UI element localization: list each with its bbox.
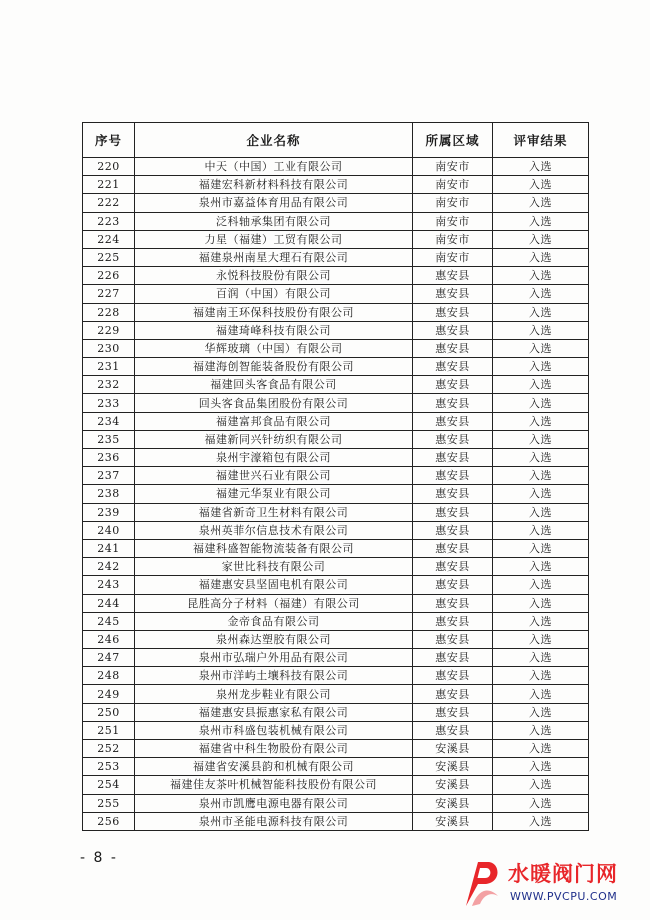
cell-region: 安溪县 <box>413 812 493 830</box>
cell-region: 惠安县 <box>413 303 493 321</box>
table-row <box>83 758 589 776</box>
cell-region: 惠安县 <box>413 612 493 630</box>
cell-region: 惠安县 <box>413 685 493 703</box>
cell-region: 南安市 <box>413 248 493 266</box>
cell-company-name: 泉州市凯鹰电源电器有限公司 <box>135 794 413 812</box>
cell-review-result: 入选 <box>493 630 589 648</box>
table-row <box>83 630 589 648</box>
table-row <box>83 594 589 612</box>
cell-review-result: 入选 <box>493 576 589 594</box>
table-row <box>83 394 589 412</box>
cell-serial-number: 246 <box>83 630 135 648</box>
cell-serial-number: 225 <box>83 248 135 266</box>
cell-review-result: 入选 <box>493 685 589 703</box>
table-row <box>83 158 589 176</box>
cell-company-name: 福建新同兴针纺织有限公司 <box>135 430 413 448</box>
cell-company-name: 福建南王环保科技股份有限公司 <box>135 303 413 321</box>
cell-region: 惠安县 <box>413 321 493 339</box>
cell-serial-number: 248 <box>83 667 135 685</box>
cell-review-result: 入选 <box>493 467 589 485</box>
cell-region: 惠安县 <box>413 703 493 721</box>
table-row <box>83 212 589 230</box>
cell-serial-number: 249 <box>83 685 135 703</box>
table-row <box>83 703 589 721</box>
table-header-row <box>83 123 589 158</box>
cell-region: 惠安县 <box>413 376 493 394</box>
cell-company-name: 力星（福建）工贸有限公司 <box>135 230 413 248</box>
table-row <box>83 321 589 339</box>
table-row <box>83 376 589 394</box>
cell-company-name: 家世比科技有限公司 <box>135 558 413 576</box>
cell-region: 惠安县 <box>413 649 493 667</box>
table-row <box>83 194 589 212</box>
site-watermark <box>458 852 636 914</box>
cell-review-result: 入选 <box>493 503 589 521</box>
cell-review-result: 入选 <box>493 667 589 685</box>
table-row <box>83 521 589 539</box>
table-row <box>83 685 589 703</box>
cell-company-name: 泉州市弘瑞户外用品有限公司 <box>135 649 413 667</box>
table-row <box>83 612 589 630</box>
header-region: 所属区域 <box>413 123 493 158</box>
cell-region: 惠安县 <box>413 485 493 503</box>
cell-review-result: 入选 <box>493 485 589 503</box>
cell-serial-number: 224 <box>83 230 135 248</box>
cell-region: 惠安县 <box>413 467 493 485</box>
cell-serial-number: 244 <box>83 594 135 612</box>
table-row <box>83 230 589 248</box>
cell-region: 南安市 <box>413 176 493 194</box>
cell-region: 惠安县 <box>413 539 493 557</box>
cell-review-result: 入选 <box>493 594 589 612</box>
cell-serial-number: 237 <box>83 467 135 485</box>
cell-review-result: 入选 <box>493 539 589 557</box>
cell-serial-number: 222 <box>83 194 135 212</box>
cell-review-result: 入选 <box>493 812 589 830</box>
table-row <box>83 303 589 321</box>
cell-company-name: 永悦科技股份有限公司 <box>135 267 413 285</box>
watermark-url: WWW.PVCPU.COM <box>510 890 618 903</box>
cell-review-result: 入选 <box>493 376 589 394</box>
cell-region: 惠安县 <box>413 503 493 521</box>
page-number: - 8 - <box>80 850 118 866</box>
cell-serial-number: 245 <box>83 612 135 630</box>
table-row <box>83 503 589 521</box>
cell-review-result: 入选 <box>493 758 589 776</box>
cell-region: 惠安县 <box>413 594 493 612</box>
table-row <box>83 576 589 594</box>
cell-serial-number: 231 <box>83 358 135 376</box>
table-row <box>83 794 589 812</box>
cell-company-name: 福建省中科生物股份有限公司 <box>135 740 413 758</box>
cell-company-name: 福建回头客食品有限公司 <box>135 376 413 394</box>
cell-region: 南安市 <box>413 230 493 248</box>
cell-company-name: 福建惠安县振惠家私有限公司 <box>135 703 413 721</box>
table-row <box>83 430 589 448</box>
cell-company-name: 福建省安溪县韵和机械有限公司 <box>135 758 413 776</box>
cell-serial-number: 256 <box>83 812 135 830</box>
cell-serial-number: 242 <box>83 558 135 576</box>
table-row <box>83 248 589 266</box>
cell-region: 惠安县 <box>413 630 493 648</box>
header-company-name: 企业名称 <box>135 123 413 158</box>
cell-company-name: 福建海创智能装备股份有限公司 <box>135 358 413 376</box>
cell-review-result: 入选 <box>493 339 589 357</box>
cell-serial-number: 252 <box>83 740 135 758</box>
cell-company-name: 泛科轴承集团有限公司 <box>135 212 413 230</box>
cell-serial-number: 223 <box>83 212 135 230</box>
table-row <box>83 649 589 667</box>
cell-serial-number: 228 <box>83 303 135 321</box>
cell-serial-number: 235 <box>83 430 135 448</box>
cell-serial-number: 239 <box>83 503 135 521</box>
cell-review-result: 入选 <box>493 285 589 303</box>
cell-company-name: 泉州市嘉益体育用品有限公司 <box>135 194 413 212</box>
table-body <box>83 158 589 831</box>
cell-company-name: 回头客食品集团股份有限公司 <box>135 394 413 412</box>
cell-region: 惠安县 <box>413 285 493 303</box>
cell-review-result: 入选 <box>493 212 589 230</box>
cell-review-result: 入选 <box>493 521 589 539</box>
cell-serial-number: 226 <box>83 267 135 285</box>
table-row <box>83 285 589 303</box>
cell-region: 安溪县 <box>413 794 493 812</box>
cell-serial-number: 220 <box>83 158 135 176</box>
cell-review-result: 入选 <box>493 649 589 667</box>
cell-serial-number: 232 <box>83 376 135 394</box>
cell-serial-number: 230 <box>83 339 135 357</box>
cell-review-result: 入选 <box>493 776 589 794</box>
cell-serial-number: 229 <box>83 321 135 339</box>
cell-region: 安溪县 <box>413 758 493 776</box>
cell-company-name: 福建科盛智能物流装备有限公司 <box>135 539 413 557</box>
cell-review-result: 入选 <box>493 558 589 576</box>
cell-region: 惠安县 <box>413 576 493 594</box>
cell-review-result: 入选 <box>493 412 589 430</box>
cell-company-name: 泉州市圣能电源科技有限公司 <box>135 812 413 830</box>
cell-review-result: 入选 <box>493 176 589 194</box>
cell-serial-number: 240 <box>83 521 135 539</box>
cell-company-name: 福建省新奇卫生材料有限公司 <box>135 503 413 521</box>
pv-logo-icon <box>458 856 506 910</box>
cell-company-name: 泉州市洋屿土壤科技有限公司 <box>135 667 413 685</box>
cell-region: 惠安县 <box>413 558 493 576</box>
header-review-result: 评审结果 <box>493 123 589 158</box>
cell-serial-number: 247 <box>83 649 135 667</box>
cell-company-name: 泉州龙步鞋业有限公司 <box>135 685 413 703</box>
cell-serial-number: 251 <box>83 721 135 739</box>
cell-region: 惠安县 <box>413 449 493 467</box>
cell-review-result: 入选 <box>493 394 589 412</box>
cell-company-name: 金帝食品有限公司 <box>135 612 413 630</box>
cell-company-name: 泉州森达塑胶有限公司 <box>135 630 413 648</box>
cell-review-result: 入选 <box>493 430 589 448</box>
cell-company-name: 百润（中国）有限公司 <box>135 285 413 303</box>
cell-region: 南安市 <box>413 158 493 176</box>
cell-company-name: 福建琦峰科技有限公司 <box>135 321 413 339</box>
cell-review-result: 入选 <box>493 267 589 285</box>
cell-region: 惠安县 <box>413 430 493 448</box>
cell-serial-number: 227 <box>83 285 135 303</box>
cell-review-result: 入选 <box>493 740 589 758</box>
cell-serial-number: 250 <box>83 703 135 721</box>
cell-company-name: 昆胜高分子材料（福建）有限公司 <box>135 594 413 612</box>
cell-company-name: 福建惠安县坚固电机有限公司 <box>135 576 413 594</box>
cell-review-result: 入选 <box>493 794 589 812</box>
cell-company-name: 福建富邦食品有限公司 <box>135 412 413 430</box>
cell-review-result: 入选 <box>493 358 589 376</box>
cell-region: 安溪县 <box>413 740 493 758</box>
cell-serial-number: 241 <box>83 539 135 557</box>
watermark-title: 水暖阀门网 <box>508 862 618 886</box>
cell-review-result: 入选 <box>493 194 589 212</box>
enterprise-table <box>82 122 589 831</box>
cell-review-result: 入选 <box>493 230 589 248</box>
cell-region: 安溪县 <box>413 776 493 794</box>
cell-company-name: 泉州宇濠箱包有限公司 <box>135 449 413 467</box>
table-row <box>83 339 589 357</box>
cell-serial-number: 253 <box>83 758 135 776</box>
table-row <box>83 539 589 557</box>
cell-serial-number: 255 <box>83 794 135 812</box>
cell-region: 南安市 <box>413 212 493 230</box>
cell-serial-number: 254 <box>83 776 135 794</box>
cell-review-result: 入选 <box>493 248 589 266</box>
table-row <box>83 740 589 758</box>
table-row <box>83 667 589 685</box>
cell-serial-number: 238 <box>83 485 135 503</box>
cell-company-name: 福建宏科新材料科技有限公司 <box>135 176 413 194</box>
cell-company-name: 福建佳友茶叶机械智能科技股份有限公司 <box>135 776 413 794</box>
cell-company-name: 泉州英菲尔信息技术有限公司 <box>135 521 413 539</box>
cell-company-name: 泉州市科盛包装机械有限公司 <box>135 721 413 739</box>
table-row <box>83 449 589 467</box>
header-serial-number: 序号 <box>83 123 135 158</box>
cell-review-result: 入选 <box>493 158 589 176</box>
table-row <box>83 176 589 194</box>
cell-region: 惠安县 <box>413 521 493 539</box>
cell-region: 惠安县 <box>413 267 493 285</box>
cell-region: 南安市 <box>413 194 493 212</box>
table-row <box>83 467 589 485</box>
cell-company-name: 中天（中国）工业有限公司 <box>135 158 413 176</box>
cell-review-result: 入选 <box>493 449 589 467</box>
table-row <box>83 358 589 376</box>
cell-region: 惠安县 <box>413 339 493 357</box>
cell-serial-number: 221 <box>83 176 135 194</box>
cell-region: 惠安县 <box>413 358 493 376</box>
cell-serial-number: 234 <box>83 412 135 430</box>
cell-company-name: 福建泉州南星大理石有限公司 <box>135 248 413 266</box>
cell-review-result: 入选 <box>493 303 589 321</box>
cell-region: 惠安县 <box>413 667 493 685</box>
table-row <box>83 812 589 830</box>
table-row <box>83 412 589 430</box>
cell-region: 惠安县 <box>413 721 493 739</box>
cell-review-result: 入选 <box>493 321 589 339</box>
table-row <box>83 485 589 503</box>
cell-review-result: 入选 <box>493 612 589 630</box>
cell-company-name: 福建元华泵业有限公司 <box>135 485 413 503</box>
cell-company-name: 华辉玻璃（中国）有限公司 <box>135 339 413 357</box>
table-row <box>83 776 589 794</box>
cell-review-result: 入选 <box>493 721 589 739</box>
cell-company-name: 福建世兴石业有限公司 <box>135 467 413 485</box>
cell-serial-number: 243 <box>83 576 135 594</box>
table-row <box>83 558 589 576</box>
table-row <box>83 721 589 739</box>
cell-review-result: 入选 <box>493 703 589 721</box>
cell-region: 惠安县 <box>413 412 493 430</box>
cell-region: 惠安县 <box>413 394 493 412</box>
table-row <box>83 267 589 285</box>
cell-serial-number: 236 <box>83 449 135 467</box>
cell-serial-number: 233 <box>83 394 135 412</box>
